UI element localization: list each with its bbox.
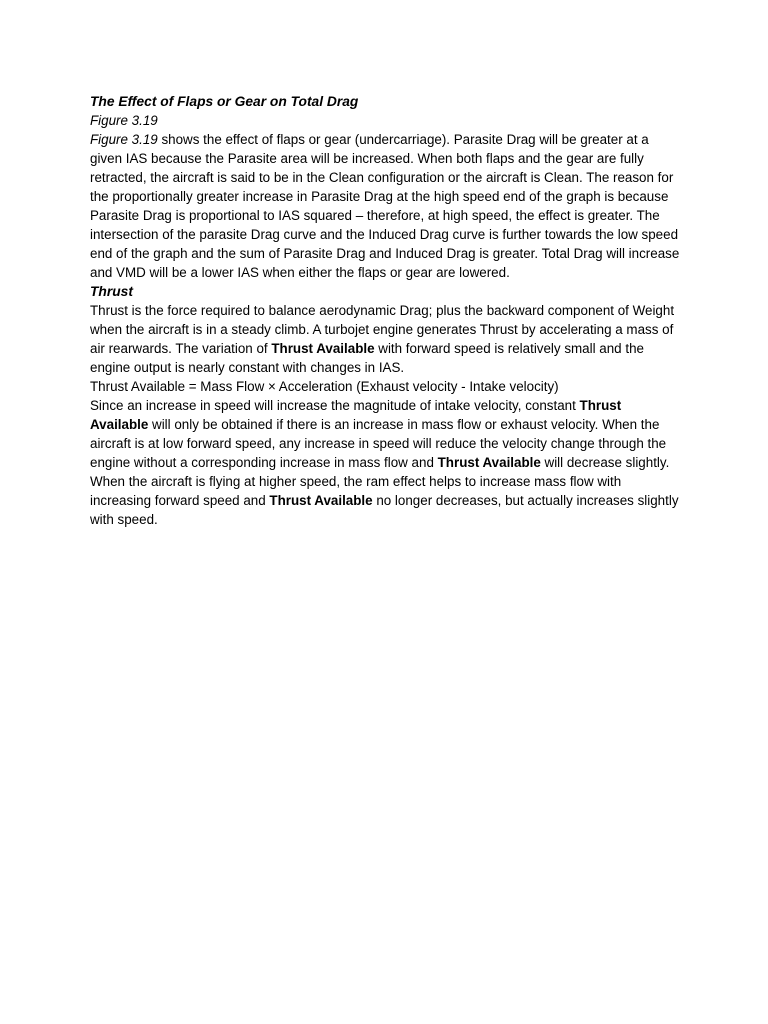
document-page [90,92,680,529]
section-heading-flaps-gear: The Effect of Flaps or Gear on Total Drag [90,94,359,109]
figure-caption: Figure 3.19 [90,113,158,128]
bold-term: Thrust Available [271,341,375,356]
paragraph-text: Since an increase in speed will increase the magnitude of intake velocity, constant [90,398,580,413]
paragraph-text: shows the effect of flaps or gear (undercarriage). Parasite Drag will be greater at a given IAS because the Parasite area will be increased. When both flaps and the gear are fully retracted, the aircraft is said to be in the Clean configuration or the aircraft is Clean. The reason for the proportionally greater increase in Parasite Drag at the high speed end of the graph is because Parasite Drag is proportional to IAS squared – therefore, at high speed, the effect is greater. The intersection of the parasite Drag curve and the Induced Drag curve is further towards the low speed end of the graph and the sum of Parasite Drag and Induced Drag is greater. Total Drag will increase and VMD will be a lower IAS when either the flaps or gear are lowered. [90,132,680,280]
paragraph-text: no longer decreases, but actually increases slightly with speed. [90,493,679,527]
paragraph-text: will decrease slightly. When the aircraft is flying at higher speed, the ram effect helps to increase mass flow with increasing forward speed and [90,455,670,508]
paragraph-text: with forward speed is relatively small and the engine output is nearly constant with changes in IAS. [90,341,644,375]
thrust-formula: Thrust Available = Mass Flow × Acceleration (Exhaust velocity - Intake velocity) [90,379,559,394]
paragraph-text: Thrust is the force required to balance aerodynamic Drag; plus the backward component of Weight when the aircraft is in a steady climb. A turbojet engine generates Thrust by accelerating a mass of air rearwards. The variation of [90,303,675,356]
paragraph-text: will only be obtained if there is an increase in mass flow or exhaust velocity. When the aircraft is at low forward speed, any increase in speed will reduce the velocity change through the engine without a corresponding increase in mass flow and [90,417,667,470]
paragraph-flaps-gear [90,130,680,282]
bold-term: Thrust Available [269,493,373,508]
section-heading-thrust: Thrust [90,284,133,299]
paragraph-thrust-intro [90,301,680,377]
bold-term: Thrust Available [90,398,622,432]
figure-reference: Figure 3.19 [90,132,158,147]
paragraph-thrust-speed [90,396,680,529]
bold-term: Thrust Available [437,455,541,470]
